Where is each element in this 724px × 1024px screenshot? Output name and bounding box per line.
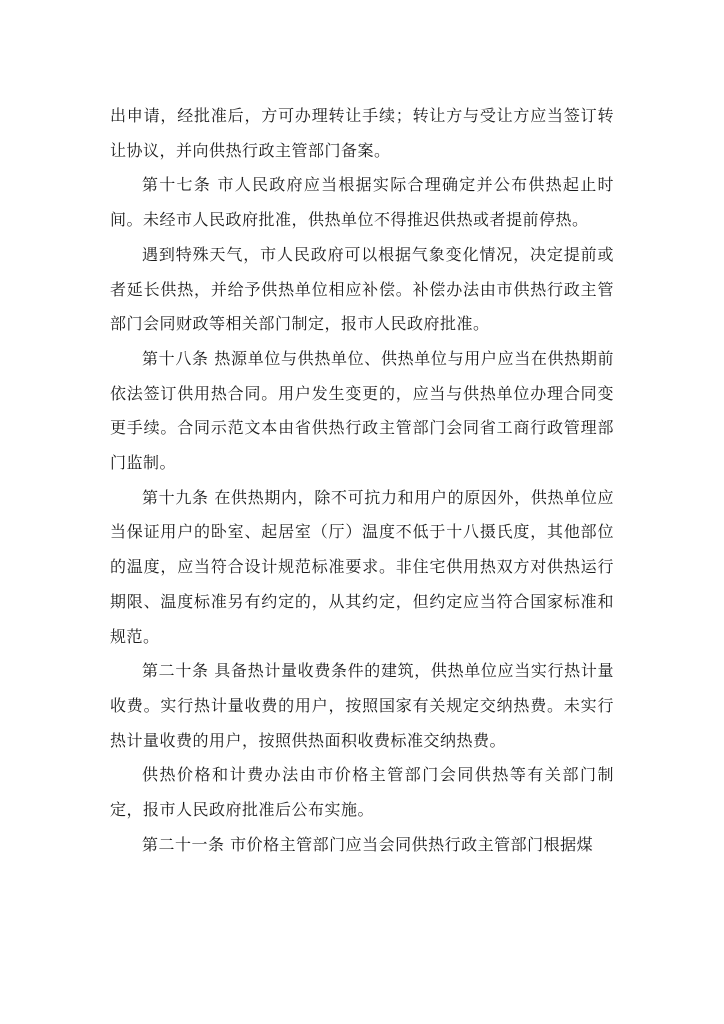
paragraph-pricing: 供热价格和计费办法由市价格主管部门会同供热等有关部门制定，报市人民政府批准后公布实施。 <box>110 765 614 820</box>
paragraph-special-weather: 遇到特殊天气，市人民政府可以根据气象变化情况，决定提前或者延长供热，并给予供热单位相应补偿。补偿办法由市供热行政主管部门会同财政等相关部门制定，报市人民政府批准。 <box>110 244 614 334</box>
paragraph-article-18: 第十八条 热源单位与供热单位、供热单位与用户应当在供热期前依法签订供用热合同。用户发生变更的，应当与供热单位办理合同变更手续。合同示范文本由省供热行政主管部门会同省工商行政管理部门监制。 <box>110 348 614 473</box>
paragraph-continuation: 出申请，经批准后，方可办理转让手续；转让方与受让方应当签订转让协议，并向供热行政主管部门备案。 <box>110 106 614 160</box>
paragraph-article-17: 第十七条 市人民政府应当根据实际合理确定并公布供热起止时间。未经市人民政府批准，供热单位不得推迟供热或者提前停热。 <box>110 175 614 230</box>
paragraph-article-20: 第二十条 具备热计量收费条件的建筑，供热单位应当实行热计量收费。实行热计量收费的用户，按照国家有关规定交纳热费。未实行热计量收费的用户，按照供热面积收费标准交纳热费。 <box>110 661 614 750</box>
paragraph-article-19: 第十九条 在供热期内，除不可抗力和用户的原因外，供热单位应当保证用户的卧室、起居室（厅）温度不低于十八摄氏度，其他部位的温度，应当符合设计规范标准要求。非住宅供用热双方对供热运行期限、温度标准另有约定的，从其约定，但约定应当符合国家标准和规范。 <box>110 487 614 646</box>
paragraph-article-21: 第二十一条 市价格主管部门应当会同供热行政主管部门根据煤 <box>142 834 594 854</box>
